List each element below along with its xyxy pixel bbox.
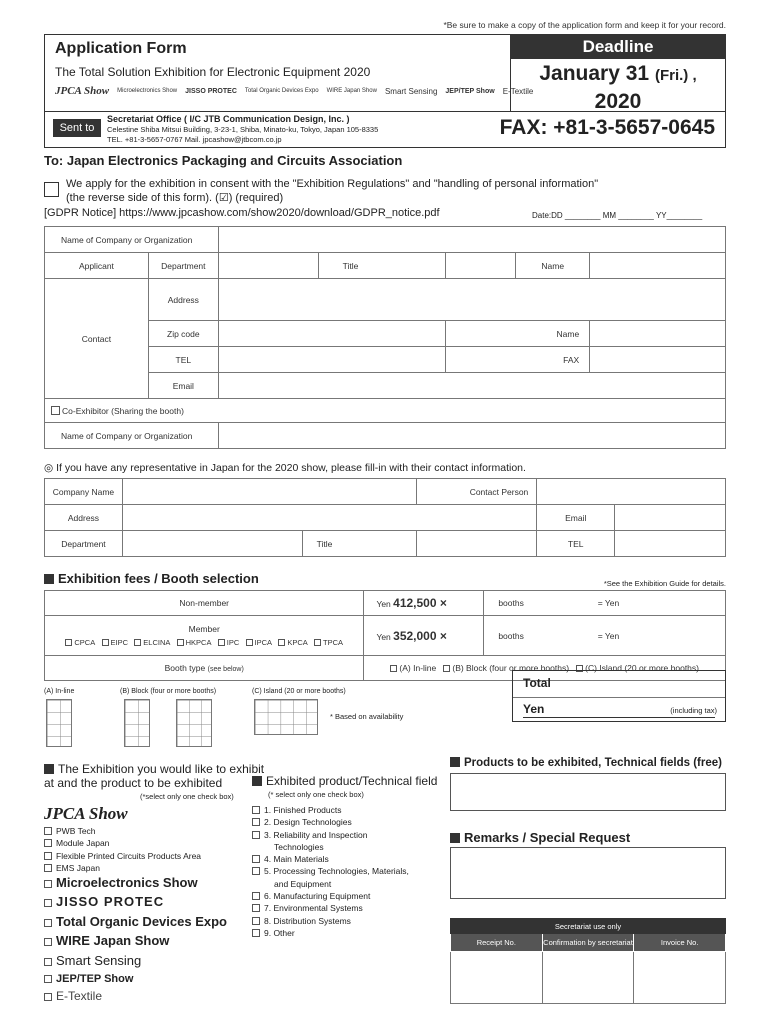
org-checkbox[interactable] <box>278 639 285 646</box>
checkbox[interactable] <box>252 892 260 900</box>
rep-address-label: Address <box>45 505 123 531</box>
zip-label: Zip code <box>148 321 218 347</box>
total-box[interactable] <box>512 670 726 722</box>
square-bullet-icon <box>450 757 460 767</box>
rep-company-input[interactable] <box>122 479 417 505</box>
availability-note: * Based on availability <box>330 712 404 721</box>
gdpr-notice: [GDPR Notice] https://www.jpcashow.com/show2020/download/GDPR_notice.pdf <box>44 207 440 219</box>
show-item[interactable]: Microelectronics Show <box>44 874 227 893</box>
jpca-show-title: JPCA Show <box>44 804 128 823</box>
name-input[interactable] <box>590 253 726 279</box>
org-checkbox[interactable] <box>314 639 321 646</box>
fig-c-label: (C) Island (20 or more booths) <box>252 688 346 695</box>
logo-jep: JEP/TEP Show <box>445 87 495 95</box>
checkbox[interactable] <box>44 852 52 860</box>
jpca-item[interactable]: EMS Japan <box>44 862 201 874</box>
booth-type-options: (A) In-line (B) Block (four or more booths) (C) Island (20 or more booths) <box>364 656 726 681</box>
jpca-subitems <box>44 825 201 874</box>
org-checkbox[interactable] <box>102 639 109 646</box>
checked-icon: ☑ <box>218 192 229 204</box>
representative-table <box>44 478 726 557</box>
to-line: To: Japan Electronics Packaging and Circuits Association <box>44 153 403 168</box>
checkbox[interactable] <box>44 958 52 966</box>
show-item[interactable]: WIRE Japan Show <box>44 932 227 951</box>
square-bullet-icon <box>44 574 54 584</box>
receipt-label: Receipt No. <box>451 934 543 952</box>
checkbox[interactable] <box>252 855 260 863</box>
company-label: Name of Company or Organization <box>45 227 219 253</box>
non-member-label: Non-member <box>45 591 364 616</box>
deadline-dow: (Fri.) , <box>654 67 697 84</box>
checkbox[interactable] <box>252 929 260 937</box>
jpca-item[interactable]: PWB Tech <box>44 825 201 837</box>
total-yen: Yen <box>523 702 545 716</box>
fields-note: (* select only one check box) <box>268 790 364 799</box>
secretariat-address: Celestine Shiba Mitsui Building, 3-23-1, Shiba, Minato-ku, Tokyo, Japan 105-8335 <box>107 125 379 134</box>
field-item-cont: and Equipment <box>274 878 332 889</box>
tel-input[interactable] <box>218 347 446 373</box>
checkbox[interactable] <box>44 864 52 872</box>
checkbox[interactable] <box>44 839 52 847</box>
show-item[interactable]: Smart Sensing <box>44 952 227 971</box>
booth-a-checkbox[interactable] <box>390 665 397 672</box>
checkbox[interactable] <box>44 827 52 835</box>
field-item[interactable]: 4. Main Materials <box>252 853 409 865</box>
header-left <box>44 34 534 112</box>
name-label: Name <box>516 253 590 279</box>
fields-list <box>252 804 409 939</box>
fees-heading: Exhibition fees / Booth selection <box>44 571 259 586</box>
products-input[interactable] <box>450 773 726 811</box>
square-bullet-icon <box>252 776 262 786</box>
fields-heading: Exhibited product/Technical field <box>252 774 437 788</box>
non-member-price: Yen 412,500 × <box>364 591 484 616</box>
checkbox[interactable] <box>44 938 52 946</box>
fees-table <box>44 590 726 681</box>
field-item[interactable]: 3. Reliability and Inspection <box>252 829 409 841</box>
field-item[interactable]: 5. Processing Technologies, Materials, <box>252 865 409 877</box>
company2-input[interactable] <box>218 423 725 449</box>
checkbox[interactable] <box>44 993 52 1001</box>
show-list <box>44 874 227 1007</box>
confirmation-cell <box>542 952 634 1004</box>
secretariat-use-title: Secretariat use only <box>451 919 726 934</box>
field-item[interactable]: 6. Manufacturing Equipment <box>252 890 409 902</box>
checkbox[interactable] <box>252 806 260 814</box>
consent-checkbox[interactable] <box>44 182 59 197</box>
deadline-day: January 31 <box>539 62 650 85</box>
logo-organic: Total Organic Devices Expo <box>244 88 319 94</box>
logo-jpca: JPCA Show <box>55 85 110 97</box>
logo-smart-sensing: Smart Sensing <box>384 86 438 96</box>
rep-email-input[interactable] <box>615 505 726 531</box>
field-item[interactable]: 2. Design Technologies <box>252 816 409 828</box>
rep-tel-label: TEL <box>537 531 615 557</box>
org-checkbox[interactable] <box>65 639 72 646</box>
field-item[interactable]: 8. Distribution Systems <box>252 915 409 927</box>
remarks-heading: Remarks / Special Request <box>450 830 630 845</box>
co-exhibitor-row <box>45 399 726 423</box>
fees-note: *See the Exhibition Guide for details. <box>603 579 726 588</box>
remarks-input[interactable] <box>450 847 726 899</box>
secretariat-use-table <box>450 918 726 1004</box>
zip-input[interactable] <box>218 321 446 347</box>
email-input[interactable] <box>218 373 725 399</box>
field-item[interactable]: 7. Environmental Systems <box>252 902 409 914</box>
field-item-cont: Technologies <box>274 841 324 852</box>
confirmation-label: Confirmation by secretariat <box>542 934 634 952</box>
rep-title-label: Title <box>302 531 417 557</box>
non-member-total[interactable]: = Yen <box>584 591 726 616</box>
rep-email-label: Email <box>537 505 615 531</box>
name2-input[interactable] <box>590 321 726 347</box>
consent-text: We apply for the exhibition in consent with the "Exhibition Regulations" and "handling of personal information" (the reverse side of this form). (☑) (required) <box>66 178 599 204</box>
member-booths[interactable]: booths <box>484 616 584 656</box>
member-total[interactable]: = Yen <box>584 616 726 656</box>
exhibition-choice-heading: The Exhibition you would like to exhibit at and the product to be exhibited <box>44 762 265 790</box>
logo-etextile: E-Textile <box>502 86 534 96</box>
checkbox[interactable] <box>44 880 52 888</box>
non-member-booths[interactable]: booths <box>484 591 584 616</box>
block-booth-figure <box>124 699 150 747</box>
sent-to-badge: Sent to <box>53 119 101 137</box>
title-label: Title <box>318 253 446 279</box>
rep-contact-input[interactable] <box>537 479 726 505</box>
inline-booth-figure <box>46 699 72 747</box>
square-bullet-icon <box>44 764 54 774</box>
address-input[interactable] <box>218 279 725 321</box>
show-item[interactable]: E-Textile <box>44 988 227 1006</box>
checkbox[interactable] <box>44 975 52 983</box>
field-item[interactable]: 1. Finished Products <box>252 804 409 816</box>
show-item[interactable]: JEP/TEP Show <box>44 971 227 988</box>
member-label: Member <box>188 624 220 634</box>
company2-label: Name of Company or Organization <box>45 423 219 449</box>
checkbox[interactable] <box>252 818 260 826</box>
company-input[interactable] <box>218 227 725 253</box>
rep-department-label: Department <box>45 531 123 557</box>
block-booth-figure-2 <box>176 699 212 747</box>
show-logos <box>55 83 534 99</box>
booth-b-checkbox[interactable] <box>443 665 450 672</box>
rep-address-input[interactable] <box>122 505 536 531</box>
email-label: Email <box>148 373 218 399</box>
org-checkbox[interactable] <box>177 639 184 646</box>
rep-tel-input[interactable] <box>615 531 726 557</box>
tel-label: TEL <box>148 347 218 373</box>
deadline-label: Deadline <box>511 35 725 59</box>
deadline-year: 2020 <box>594 90 642 113</box>
top-note: *Be sure to make a copy of the application form and keep it for your record. <box>443 20 726 30</box>
invoice-cell <box>634 952 726 1004</box>
org-checkbox[interactable] <box>218 639 225 646</box>
show-item[interactable]: Total Organic Devices Expo <box>44 913 227 932</box>
invoice-label: Invoice No. <box>634 934 726 952</box>
jpca-item[interactable]: Flexible Printed Circuits Products Area <box>44 850 201 862</box>
rep-contact-label: Contact Person <box>417 479 537 505</box>
fig-b-label: (B) Block (four or more booths) <box>120 688 217 695</box>
products-heading: Products to be exhibited, Technical fields (free) <box>450 757 722 769</box>
form-subtitle: The Total Solution Exhibition for Electronic Equipment 2020 <box>55 65 371 79</box>
exhibition-choice-note: (*select only one check box) <box>140 792 234 801</box>
form-title: Application Form <box>55 40 187 57</box>
member-price: Yen 352,000 × <box>364 616 484 656</box>
including-tax: (including tax) <box>670 706 717 715</box>
title-input[interactable] <box>446 253 516 279</box>
secretariat-office: Secretariat Office ( I/C JTB Communication Design, Inc. ) <box>107 114 350 124</box>
logo-microelectronics: Microelectronics Show <box>117 88 178 94</box>
deadline-date <box>511 61 725 115</box>
co-exhibitor-checkbox[interactable] <box>51 406 60 415</box>
checkbox[interactable] <box>252 831 260 839</box>
date-line[interactable]: Date:DD ________ MM ________ YY________ <box>532 211 703 220</box>
department-input[interactable] <box>218 253 318 279</box>
applicant-label: Applicant <box>45 253 149 279</box>
secretariat-row <box>44 112 726 148</box>
address-label: Address <box>148 279 218 321</box>
fig-a-label: (A) In-line <box>44 688 75 695</box>
member-cell <box>45 616 364 656</box>
checkbox[interactable] <box>44 899 52 907</box>
jpca-item[interactable]: Module Japan <box>44 837 201 849</box>
org-checkbox[interactable] <box>246 639 253 646</box>
fax-number: FAX: +81-3-5657-0645 <box>499 116 715 139</box>
org-checkbox[interactable] <box>134 639 141 646</box>
checkbox[interactable] <box>44 919 52 927</box>
receipt-cell <box>451 952 543 1004</box>
deadline-box <box>510 34 726 112</box>
total-label: Total <box>523 676 551 690</box>
show-item[interactable]: JISSO PROTEC <box>44 893 227 912</box>
logo-jisso: JISSO PROTEC <box>185 87 237 95</box>
secretariat-contact: TEL. +81-3-5657-0767 Mail. jpcashow@jtbcom.co.jp <box>107 135 282 144</box>
rep-department-input[interactable] <box>122 531 302 557</box>
checkbox[interactable] <box>252 904 260 912</box>
field-item[interactable]: 9. Other <box>252 927 409 939</box>
applicant-table <box>44 226 726 449</box>
rep-company-label: Company Name <box>45 479 123 505</box>
representative-note: ◎ If you have any representative in Japan for the 2020 show, please fill-in with their contact information. <box>44 462 526 474</box>
rep-title-input[interactable] <box>417 531 537 557</box>
department-label: Department <box>148 253 218 279</box>
co-exhibitor-label: Co-Exhibitor (Sharing the booth) <box>62 405 184 416</box>
member-orgs: CPCA EIPC ELCINA HKPCA IPC IPCA KPCA TPCA <box>45 638 363 647</box>
fax-label: FAX <box>446 347 590 373</box>
booth-type-label: Booth type (see below) <box>45 656 364 681</box>
checkbox[interactable] <box>252 867 260 875</box>
secretariat-info <box>107 114 378 145</box>
contact-label: Contact <box>45 279 149 399</box>
island-booth-figure <box>254 699 318 735</box>
checkbox[interactable] <box>252 917 260 925</box>
logo-wire: WIRE Japan Show <box>326 88 377 94</box>
square-bullet-icon <box>450 833 460 843</box>
fax-input[interactable] <box>590 347 726 373</box>
name2-label: Name <box>446 321 590 347</box>
